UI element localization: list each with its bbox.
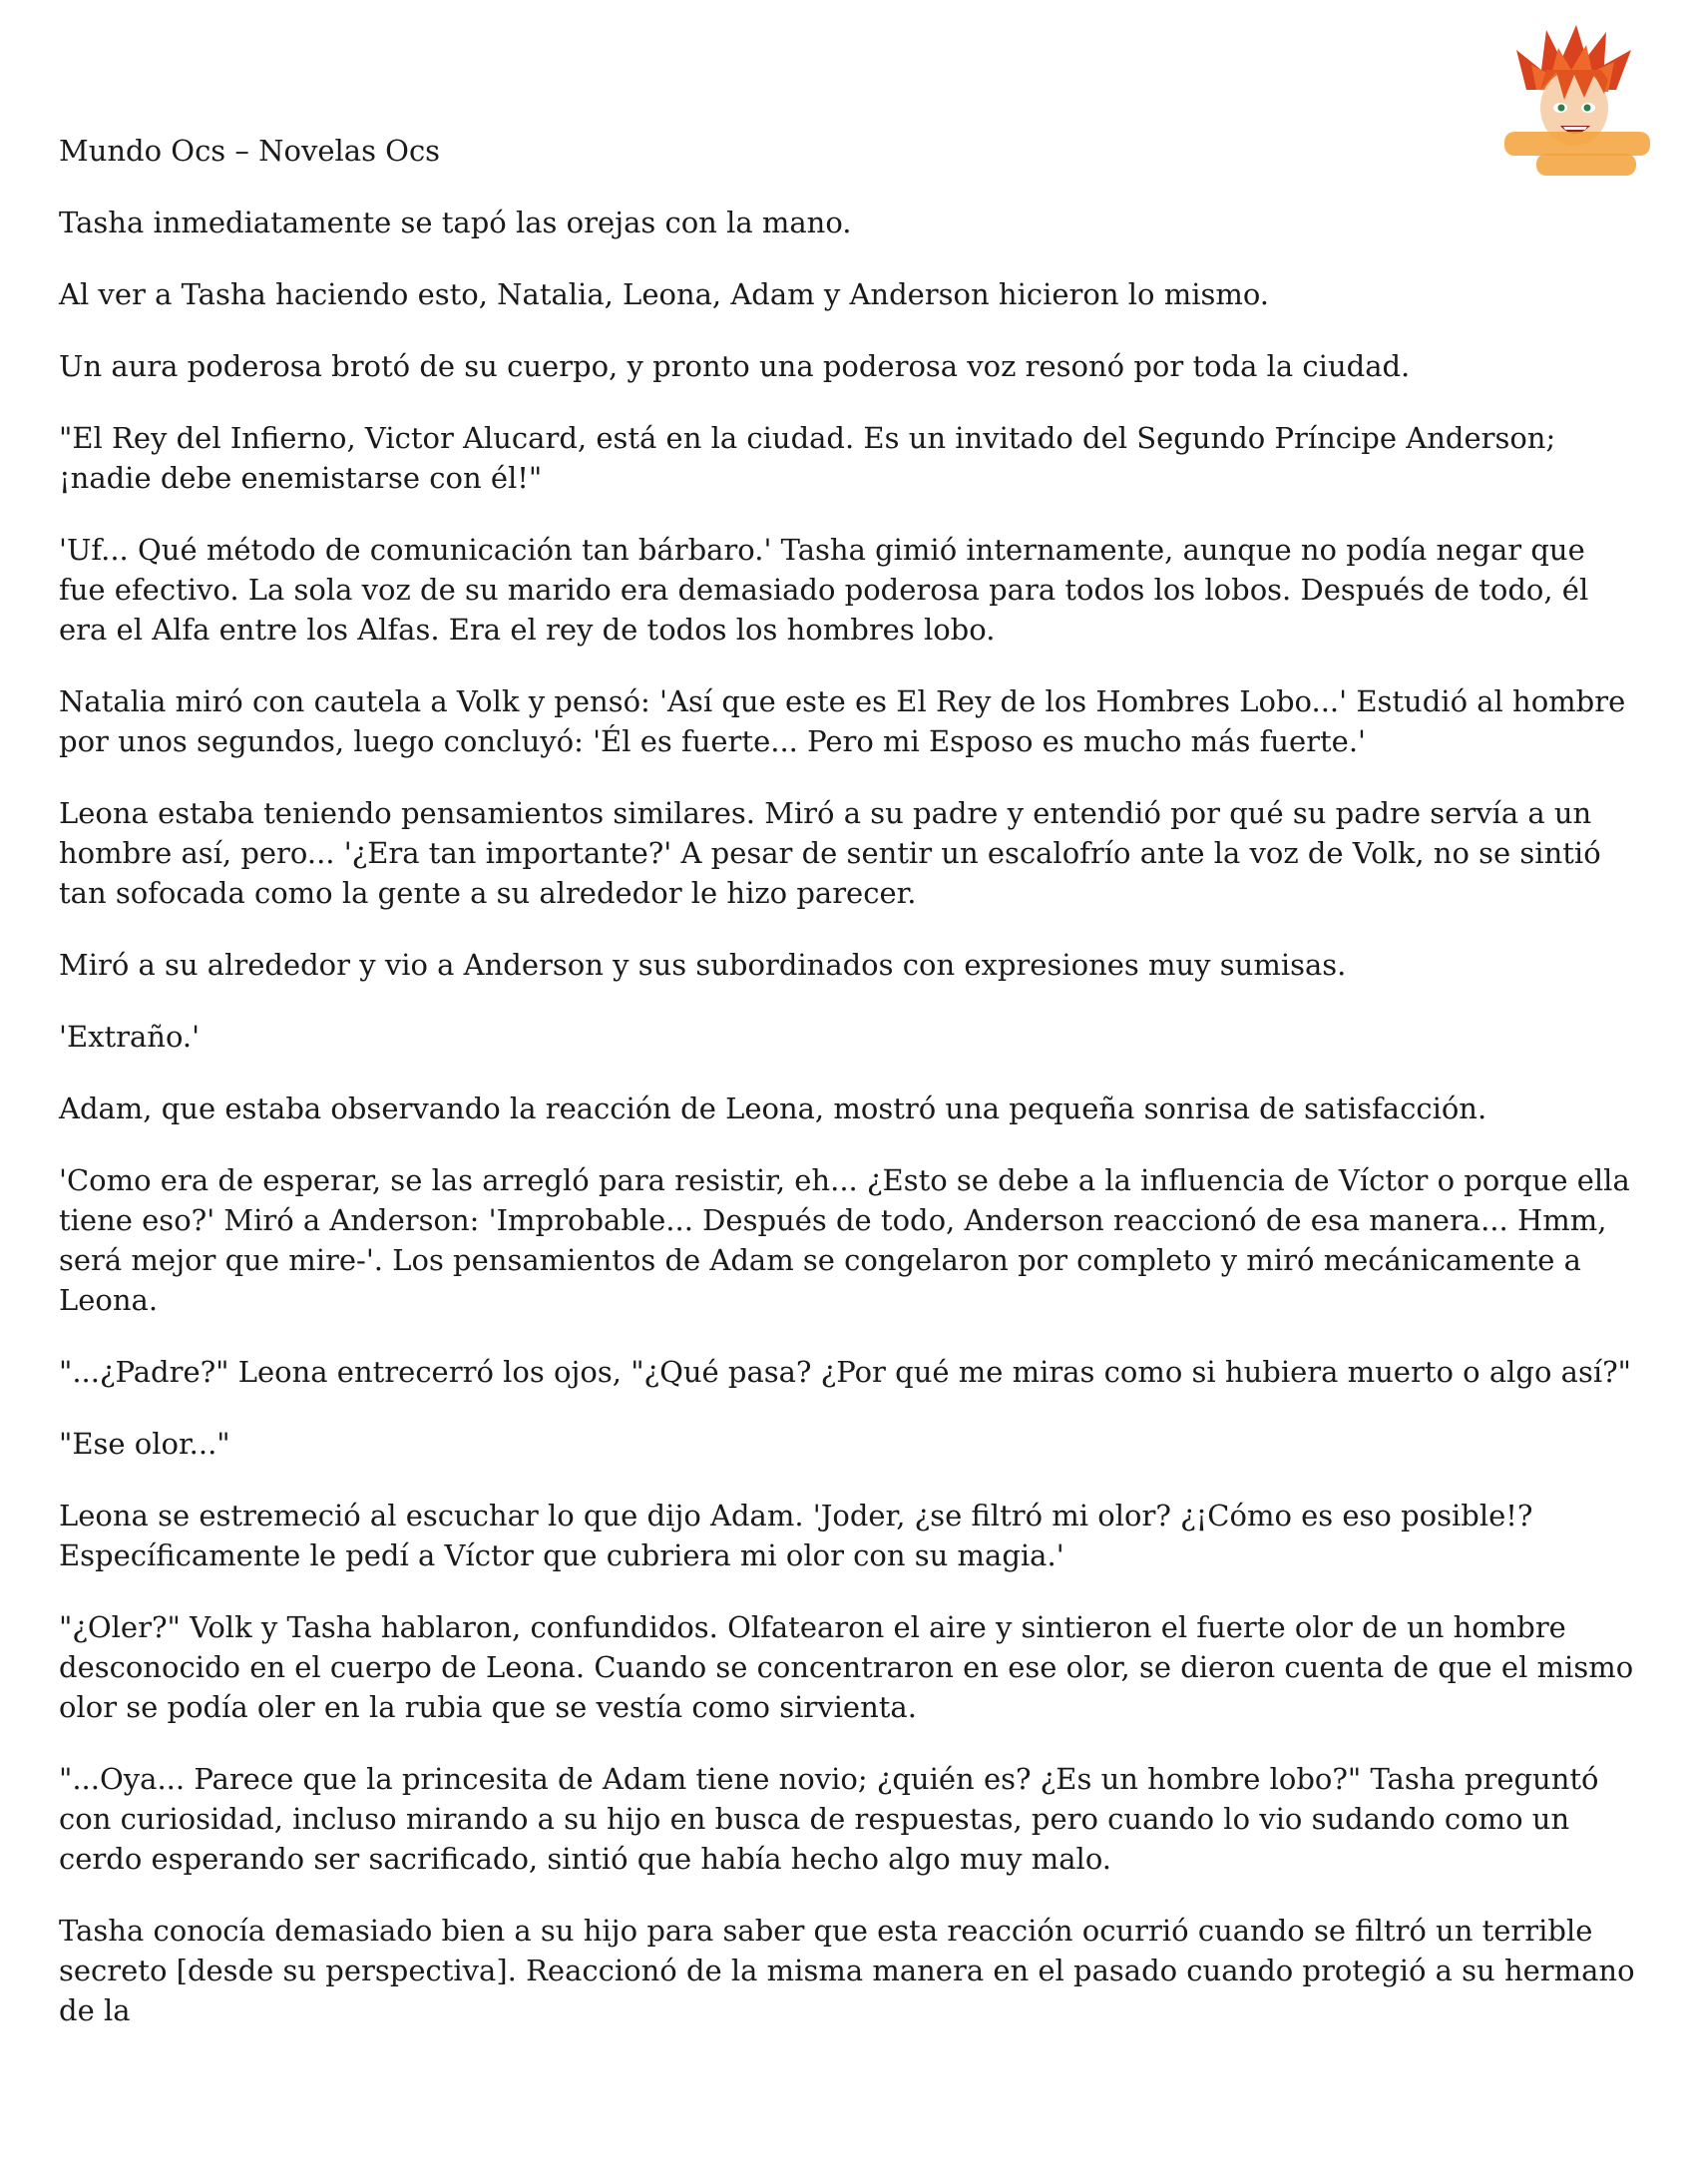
- paragraph: "El Rey del Infierno, Victor Alucard, está en la ciudad. Es un invitado del Segundo Príncipe Anderson; ¡nadie debe enemistarse con él!": [59, 421, 1556, 495]
- logo-mascot-image: [1496, 20, 1656, 180]
- paragraph: Al ver a Tasha haciendo esto, Natalia, Leona, Adam y Anderson hicieron lo mismo.: [59, 277, 1270, 311]
- paragraph: 'Uf... Qué método de comunicación tan bárbaro.' Tasha gimió internamente, aunque no podía negar que fue efectivo. La sola voz de su marido era demasiado poderosa para todos los lobos. Después de todo, él era el Alfa entre los Alfas. Era el rey de todos los hombres lobo.: [59, 533, 1589, 647]
- paragraph: Tasha inmediatamente se tapó las orejas con la mano.: [59, 206, 852, 239]
- paragraph: "Ese olor...": [59, 1427, 230, 1461]
- paragraph: "...Oya... Parece que la princesita de Adam tiene novio; ¿quién es? ¿Es un hombre lobo?" Tasha preguntó con curiosidad, incluso mirando a su hijo en busca de respuestas, pero cuando lo vio sudando como un cerdo esperando ser sacrificado, sintió que había hecho algo muy malo.: [59, 1762, 1599, 1876]
- paragraph: Un aura poderosa brotó de su cuerpo, y pronto una poderosa voz resonó por toda la ciudad.: [59, 349, 1411, 383]
- paragraph: 'Como era de esperar, se las arregló para resistir, eh... ¿Esto se debe a la influencia de Víctor o porque ella tiene eso?' Miró a Anderson: 'Improbable... Después de todo, Anderson reaccionó de esa manera... Hmm, será mejor que mire-'. Los pensamientos de Adam se congelaron por completo y miró mecánicamente a Leona.: [59, 1163, 1630, 1317]
- paragraph: 'Extraño.': [59, 1020, 201, 1054]
- site-header-title: Mundo Ocs – Novelas Ocs: [59, 134, 441, 168]
- paragraph: "¿Oler?" Volk y Tasha hablaron, confundidos. Olfatearon el aire y sintieron el fuerte olor de un hombre desconocido en el cuerpo de Leona. Cuando se concentraron en ese olor, se dieron cuenta de que el mismo olor se podía oler en la rubia que se vestía como sirvienta.: [59, 1610, 1634, 1724]
- paragraph: Adam, que estaba observando la reacción de Leona, mostró una pequeña sonrisa de satisfacción.: [59, 1092, 1487, 1125]
- mundo-ocs-logo: [1496, 20, 1656, 180]
- paragraph: Tasha conocía demasiado bien a su hijo para saber que esta reacción ocurrió cuando se filtró un terrible secreto [desde su perspectiva]. Reaccionó de la misma manera en el pasado cuando protegió a su hermano de la: [59, 1914, 1635, 2027]
- chapter-body: [59, 203, 1635, 2062]
- paragraph: Leona se estremeció al escuchar lo que dijo Adam. 'Joder, ¿se filtró mi olor? ¿¡Cómo es eso posible!? Específicamente le pedí a Víctor que cubriera mi olor con su magia.': [59, 1499, 1533, 1572]
- paragraph: Leona estaba teniendo pensamientos similares. Miró a su padre y entendió por qué su padre servía a un hombre así, pero... '¿Era tan importante?' A pesar de sentir un escalofrío ante la voz de Volk, no se sintió tan sofocada como la gente a su alrededor le hizo parecer.: [59, 796, 1601, 910]
- paragraph: "...¿Padre?" Leona entrecerró los ojos, "¿Qué pasa? ¿Por qué me miras como si hubiera muerto o algo así?": [59, 1355, 1631, 1389]
- paragraph: Natalia miró con cautela a Volk y pensó: 'Así que este es El Rey de los Hombres Lobo...' Estudió al hombre por unos segundos, luego concluyó: 'Él es fuerte... Pero mi Esposo es mucho más fuerte.': [59, 684, 1626, 758]
- paragraph: Miró a su alrededor y vio a Anderson y sus subordinados con expresiones muy sumisas.: [59, 948, 1347, 982]
